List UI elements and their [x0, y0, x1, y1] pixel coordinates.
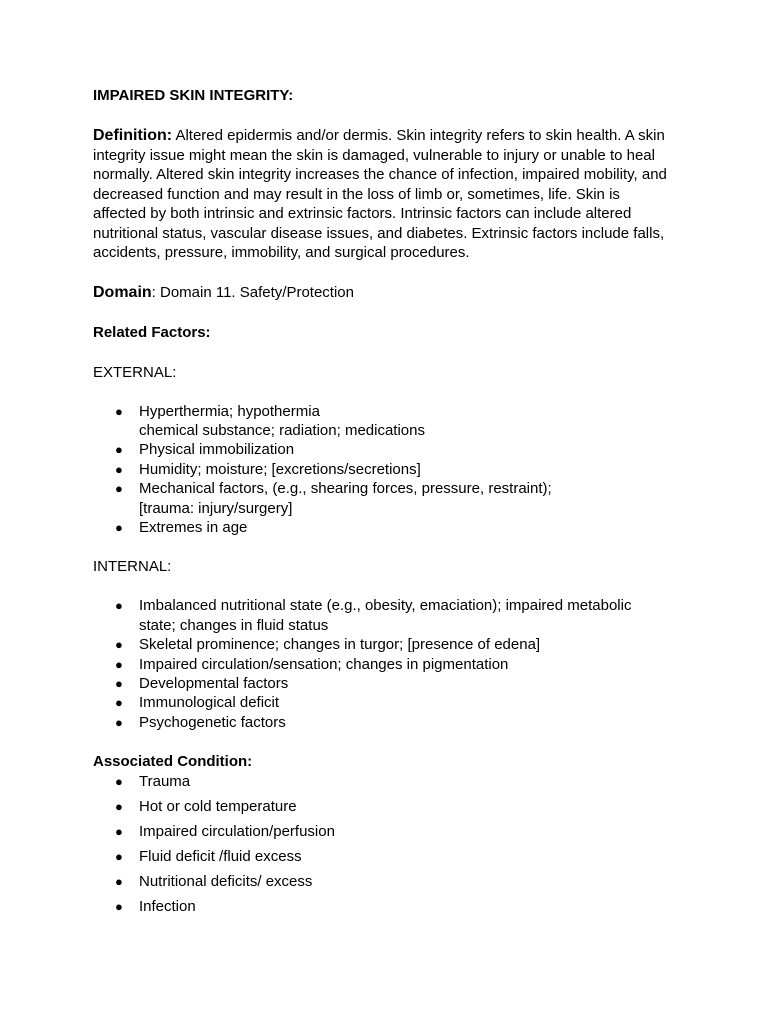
list-item-text: Nutritional deficits/ excess [139, 873, 313, 891]
bullet-icon: ● [115, 598, 123, 614]
list-item-text: Fluid deficit /fluid excess [139, 848, 302, 866]
internal-list [93, 596, 768, 732]
list-item [93, 655, 659, 674]
bullet-icon: ● [115, 874, 123, 890]
bullet-icon: ● [115, 481, 123, 497]
list-item [93, 713, 659, 732]
definition-paragraph [93, 126, 673, 263]
list-item [93, 402, 659, 441]
bullet-icon: ● [115, 714, 123, 730]
domain-label: Domain [93, 283, 152, 301]
bullet-icon: ● [115, 675, 123, 691]
list-item-text: Imbalanced nutritional state (e.g., obesity, emaciation); impaired metabolic [139, 597, 632, 615]
list-item-text: Mechanical factors, (e.g., shearing forces, pressure, restraint); [139, 480, 552, 498]
bullet-icon: ● [115, 799, 123, 815]
external-list [93, 402, 768, 538]
list-item [93, 847, 768, 866]
list-item [93, 797, 768, 816]
bullet-icon: ● [115, 824, 123, 840]
list-item [93, 518, 659, 537]
definition-text: Altered epidermis and/or dermis. Skin integrity refers to skin health. A skin integrity issue might mean the skin is damaged, vulnerable to injury or unable to heal normally. Altered skin integrity increases the chance of infection, impaired mobility, and decreased function and may result in the loss of limb or, sometimes, life. Skin is affected by both intrinsic and extrinsic factors. Intrinsic factors can include altered nutritional status, vascular disease issues, and diabetes. Extrinsic factors include falls, accidents, pressure, immobility, and surgical procedures. [93, 127, 667, 261]
list-item [93, 460, 659, 479]
bullet-icon: ● [115, 774, 123, 790]
list-item-continuation: [trauma: injury/surgery] [139, 499, 293, 517]
definition-label: Definition: [93, 127, 173, 144]
list-item-text: Infection [139, 898, 196, 916]
bullet-icon: ● [115, 899, 123, 915]
list-item-text: Psychogenetic factors [139, 713, 286, 731]
list-item-text: Impaired circulation/perfusion [139, 823, 335, 841]
list-item [93, 440, 659, 459]
list-item [93, 822, 768, 841]
list-item-continuation: state; changes in fluid status [139, 616, 329, 634]
list-item-text: Hot or cold temperature [139, 798, 297, 816]
list-item-text: Humidity; moisture; [excretions/secretions] [139, 460, 421, 478]
list-item [93, 674, 659, 693]
list-item-text: Trauma [139, 773, 191, 791]
list-item [93, 693, 659, 712]
external-label: EXTERNAL: [93, 363, 177, 381]
domain-line [93, 283, 768, 303]
list-item-text: Skeletal prominence; changes in turgor; [presence of edena] [139, 636, 541, 654]
list-item-continuation: chemical substance; radiation; medications [139, 421, 425, 439]
bullet-icon: ● [115, 849, 123, 865]
list-item-text: Physical immobilization [139, 441, 295, 459]
list-item [93, 479, 659, 518]
bullet-icon: ● [115, 695, 123, 711]
associated-condition-list [93, 772, 768, 916]
associated-condition-heading: Associated Condition: [93, 753, 253, 771]
bullet-icon: ● [115, 519, 123, 535]
list-item [93, 772, 768, 791]
bullet-icon: ● [115, 461, 123, 477]
related-factors-heading: Related Factors: [93, 323, 211, 341]
list-item [93, 596, 659, 635]
list-item-text: Impaired circulation/sensation; changes in pigmentation [139, 655, 509, 673]
list-item-text: Developmental factors [139, 674, 289, 692]
domain-text: : Domain 11. Safety/Protection [151, 283, 354, 301]
list-item [93, 897, 768, 916]
bullet-icon: ● [115, 656, 123, 672]
bullet-icon: ● [115, 403, 123, 419]
list-item-text: Immunological deficit [139, 694, 280, 712]
internal-label: INTERNAL: [93, 558, 172, 576]
list-item [93, 635, 659, 654]
bullet-icon: ● [115, 442, 123, 458]
document-title: IMPAIRED SKIN INTEGRITY: [93, 87, 294, 104]
list-item-text: Extremes in age [139, 518, 248, 536]
list-item [93, 872, 768, 891]
bullet-icon: ● [115, 637, 123, 653]
list-item-text: Hyperthermia; hypothermia [139, 402, 320, 420]
